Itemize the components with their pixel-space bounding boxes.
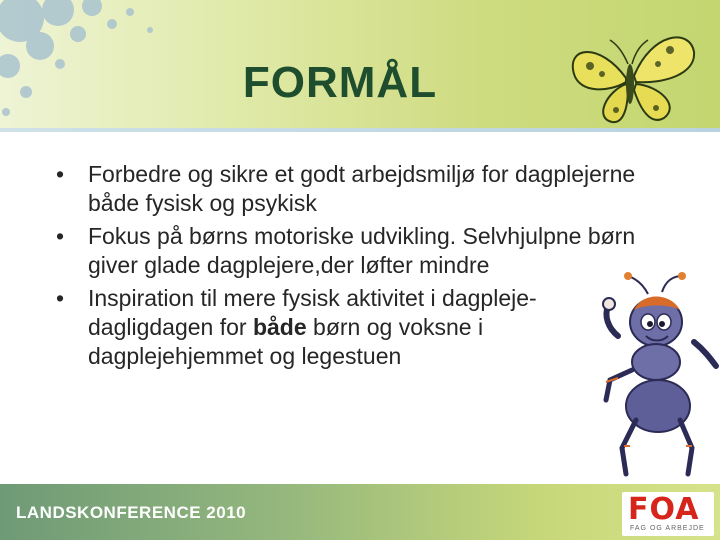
bullet-dot: • [56,223,65,249]
foa-logo [622,492,714,536]
bullet-item [56,222,656,280]
bullet-dot: • [56,285,65,311]
bullet-item [56,160,656,218]
bullet-text: Forbedre og sikre et godt arbejdsmiljø for dagplejerne både fysisk og psykisk [88,161,636,216]
bullet-item [56,284,656,371]
bullet-text-part: børn og voksne i dagplejehjemmet og legestuen [88,314,484,369]
slide-title: FORMÅL [242,58,438,107]
logo-subtext: FAG OG ARBEJDE [630,525,705,532]
logo-text: FOA [628,492,700,527]
bullet-text: Fokus på børns motoriske udvikling. Selvhjulpne børn giver glade dagplejere,der løfter mindre [88,223,636,278]
bullet-list [56,160,656,375]
ant-mascot-illustration [596,270,720,482]
bullet-dot: • [56,161,65,187]
bullet-text-bold: både [252,314,307,340]
bullet-text-part: Inspiration til mere fysisk aktivitet i dagpleje-dagligdagen for [88,285,537,340]
conference-label: LANDSKONFERENCE 2010 [16,503,247,522]
